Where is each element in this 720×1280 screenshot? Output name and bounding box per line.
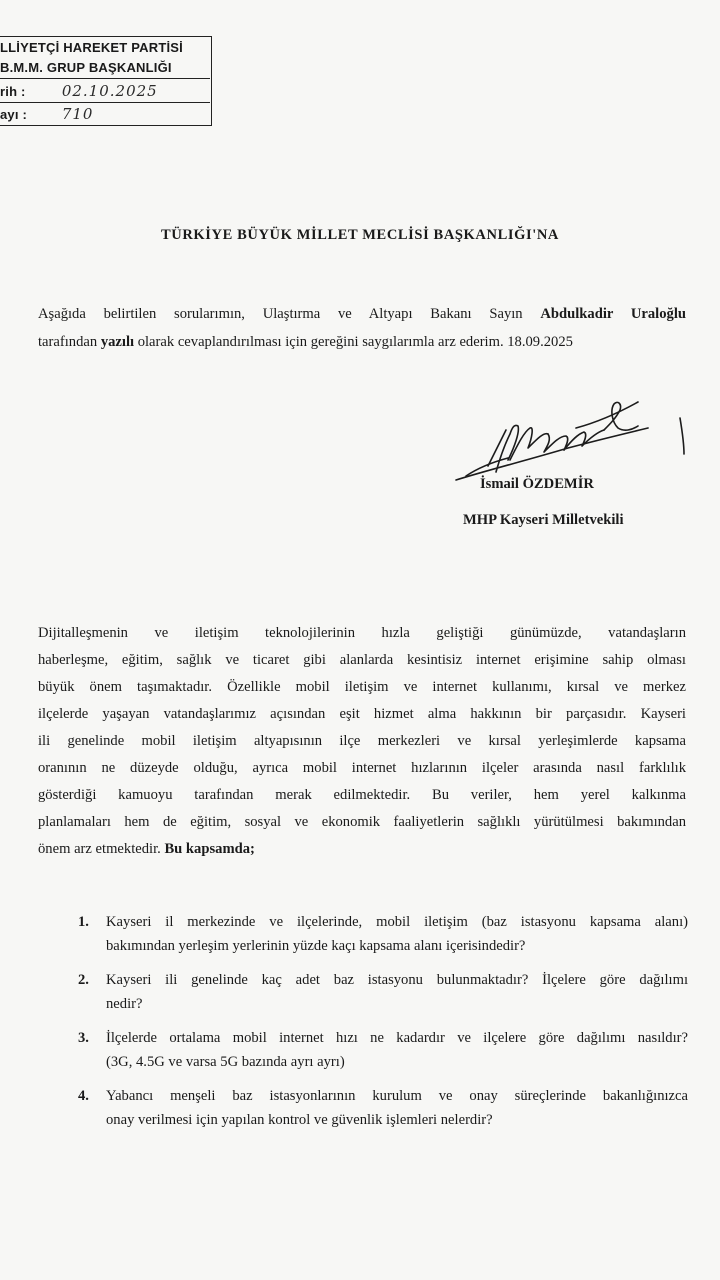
document-heading: TÜRKİYE BÜYÜK MİLLET MECLİSİ BAŞKANLIĞI'NA [161, 227, 559, 243]
question-item [78, 1084, 688, 1132]
question-line: bakımından yerleşim yerlerinin yüzde kaçı kapsama alanı içerisindedir? [106, 938, 526, 954]
question-number: 2. [78, 972, 89, 988]
stamp-date-row [0, 79, 210, 103]
question-item [78, 968, 688, 1016]
stamp-number-row [0, 103, 210, 125]
body-bold-phrase: Bu kapsamda; [164, 841, 255, 857]
question-list [78, 910, 688, 1142]
stamp-party-name: LLİYETÇİ HAREKET PARTİSİ [0, 40, 183, 55]
intro-bold-word: yazılı [100, 334, 135, 350]
body-line: planlamaları hem de eğitim, sosyal ve ekonomik faaliyetlerin sağlıklı yürütülmesi bakımından [38, 814, 686, 830]
intro-line-2 [38, 328, 686, 356]
body-text: önem arz etmektedir. [38, 841, 165, 857]
body-line: gösterdiği kamuoyu tarafından merak edilmektedir. Bu veriler, hem yerel kalkınma [38, 787, 686, 803]
question-item [78, 910, 688, 958]
body-line: ilçelerde yaşayan vatandaşlarımız açısından eşit hizmet alma hakkının bir parçasıdır. Kayseri [38, 706, 686, 722]
question-line: Yabancı menşeli baz istasyonlarının kurulum ve onay süreçlerinde bakanlığınızca [106, 1088, 688, 1104]
question-line: nedir? [106, 996, 143, 1012]
stamp-date-label: rih : [0, 84, 26, 99]
intro-line-1 [38, 300, 686, 328]
question-line: Kayseri il merkezinde ve ilçelerinde, mobil iletişim (baz istasyonu kapsama alanı) [106, 914, 688, 930]
handwritten-signature [448, 388, 698, 488]
question-line: (3G, 4.5G ve varsa 5G bazında ayrı ayrı) [106, 1054, 345, 1070]
body-line: ili genelinde mobil iletişim altyapısının ilçe merkezleri ve kırsal yerleşimlerde kapsama [38, 733, 686, 749]
registry-stamp [0, 36, 212, 126]
body-paragraph [38, 620, 686, 863]
intro-text: Aşağıda belirtilen sorularımın, Ulaştırma ve Altyapı Bakanı Sayın [38, 306, 541, 322]
question-line: İlçelerde ortalama mobil internet hızı ne kadardır ve ilçelere göre dağılımı nasıldır? [106, 1030, 688, 1046]
body-line-last [38, 836, 686, 863]
stamp-number-value: 710 [61, 105, 94, 123]
signer-name: İsmail ÖZDEMİR [480, 476, 594, 492]
question-line: Kayseri ili genelinde kaç adet baz istasyonu bulunmaktadır? İlçelere göre dağılımı [106, 972, 688, 988]
question-number: 1. [78, 914, 89, 930]
stamp-number-label: ayı : [0, 107, 28, 122]
question-number: 4. [78, 1088, 89, 1104]
stamp-date-value: 02.10.2025 [61, 82, 158, 100]
body-line: oranının ne düzeyde olduğu, ayrıca mobil internet hızlarının ilçeler arasında nasıl farklılık [38, 760, 686, 776]
question-item [78, 1026, 688, 1074]
question-number: 3. [78, 1030, 89, 1046]
body-line: haberleşme, eğitim, sağlık ve ticaret gibi alanlarda kesintisiz internet erişimine sahip olması [38, 652, 686, 668]
minister-name: Abdulkadir Uraloğlu [540, 306, 686, 322]
stamp-group-name: B.M.M. GRUP BAŞKANLIĞI [0, 57, 210, 79]
intro-text: tarafından [38, 334, 101, 350]
intro-text: olarak cevaplandırılması için gereğini saygılarımla arz ederim. 18.09.2025 [134, 334, 573, 350]
body-line: Dijitalleşmenin ve iletişim teknolojilerinin hızla geliştiği günümüzde, vatandaşların [38, 625, 686, 641]
question-line: onay verilmesi için yapılan kontrol ve güvenlik işlemleri nelerdir? [106, 1112, 493, 1128]
body-line: büyük önem taşımaktadır. Özellikle mobil iletişim ve internet kullanımı, kırsal ve merkez [38, 679, 686, 695]
intro-paragraph [38, 300, 686, 356]
signer-title: MHP Kayseri Milletvekili [463, 512, 624, 528]
